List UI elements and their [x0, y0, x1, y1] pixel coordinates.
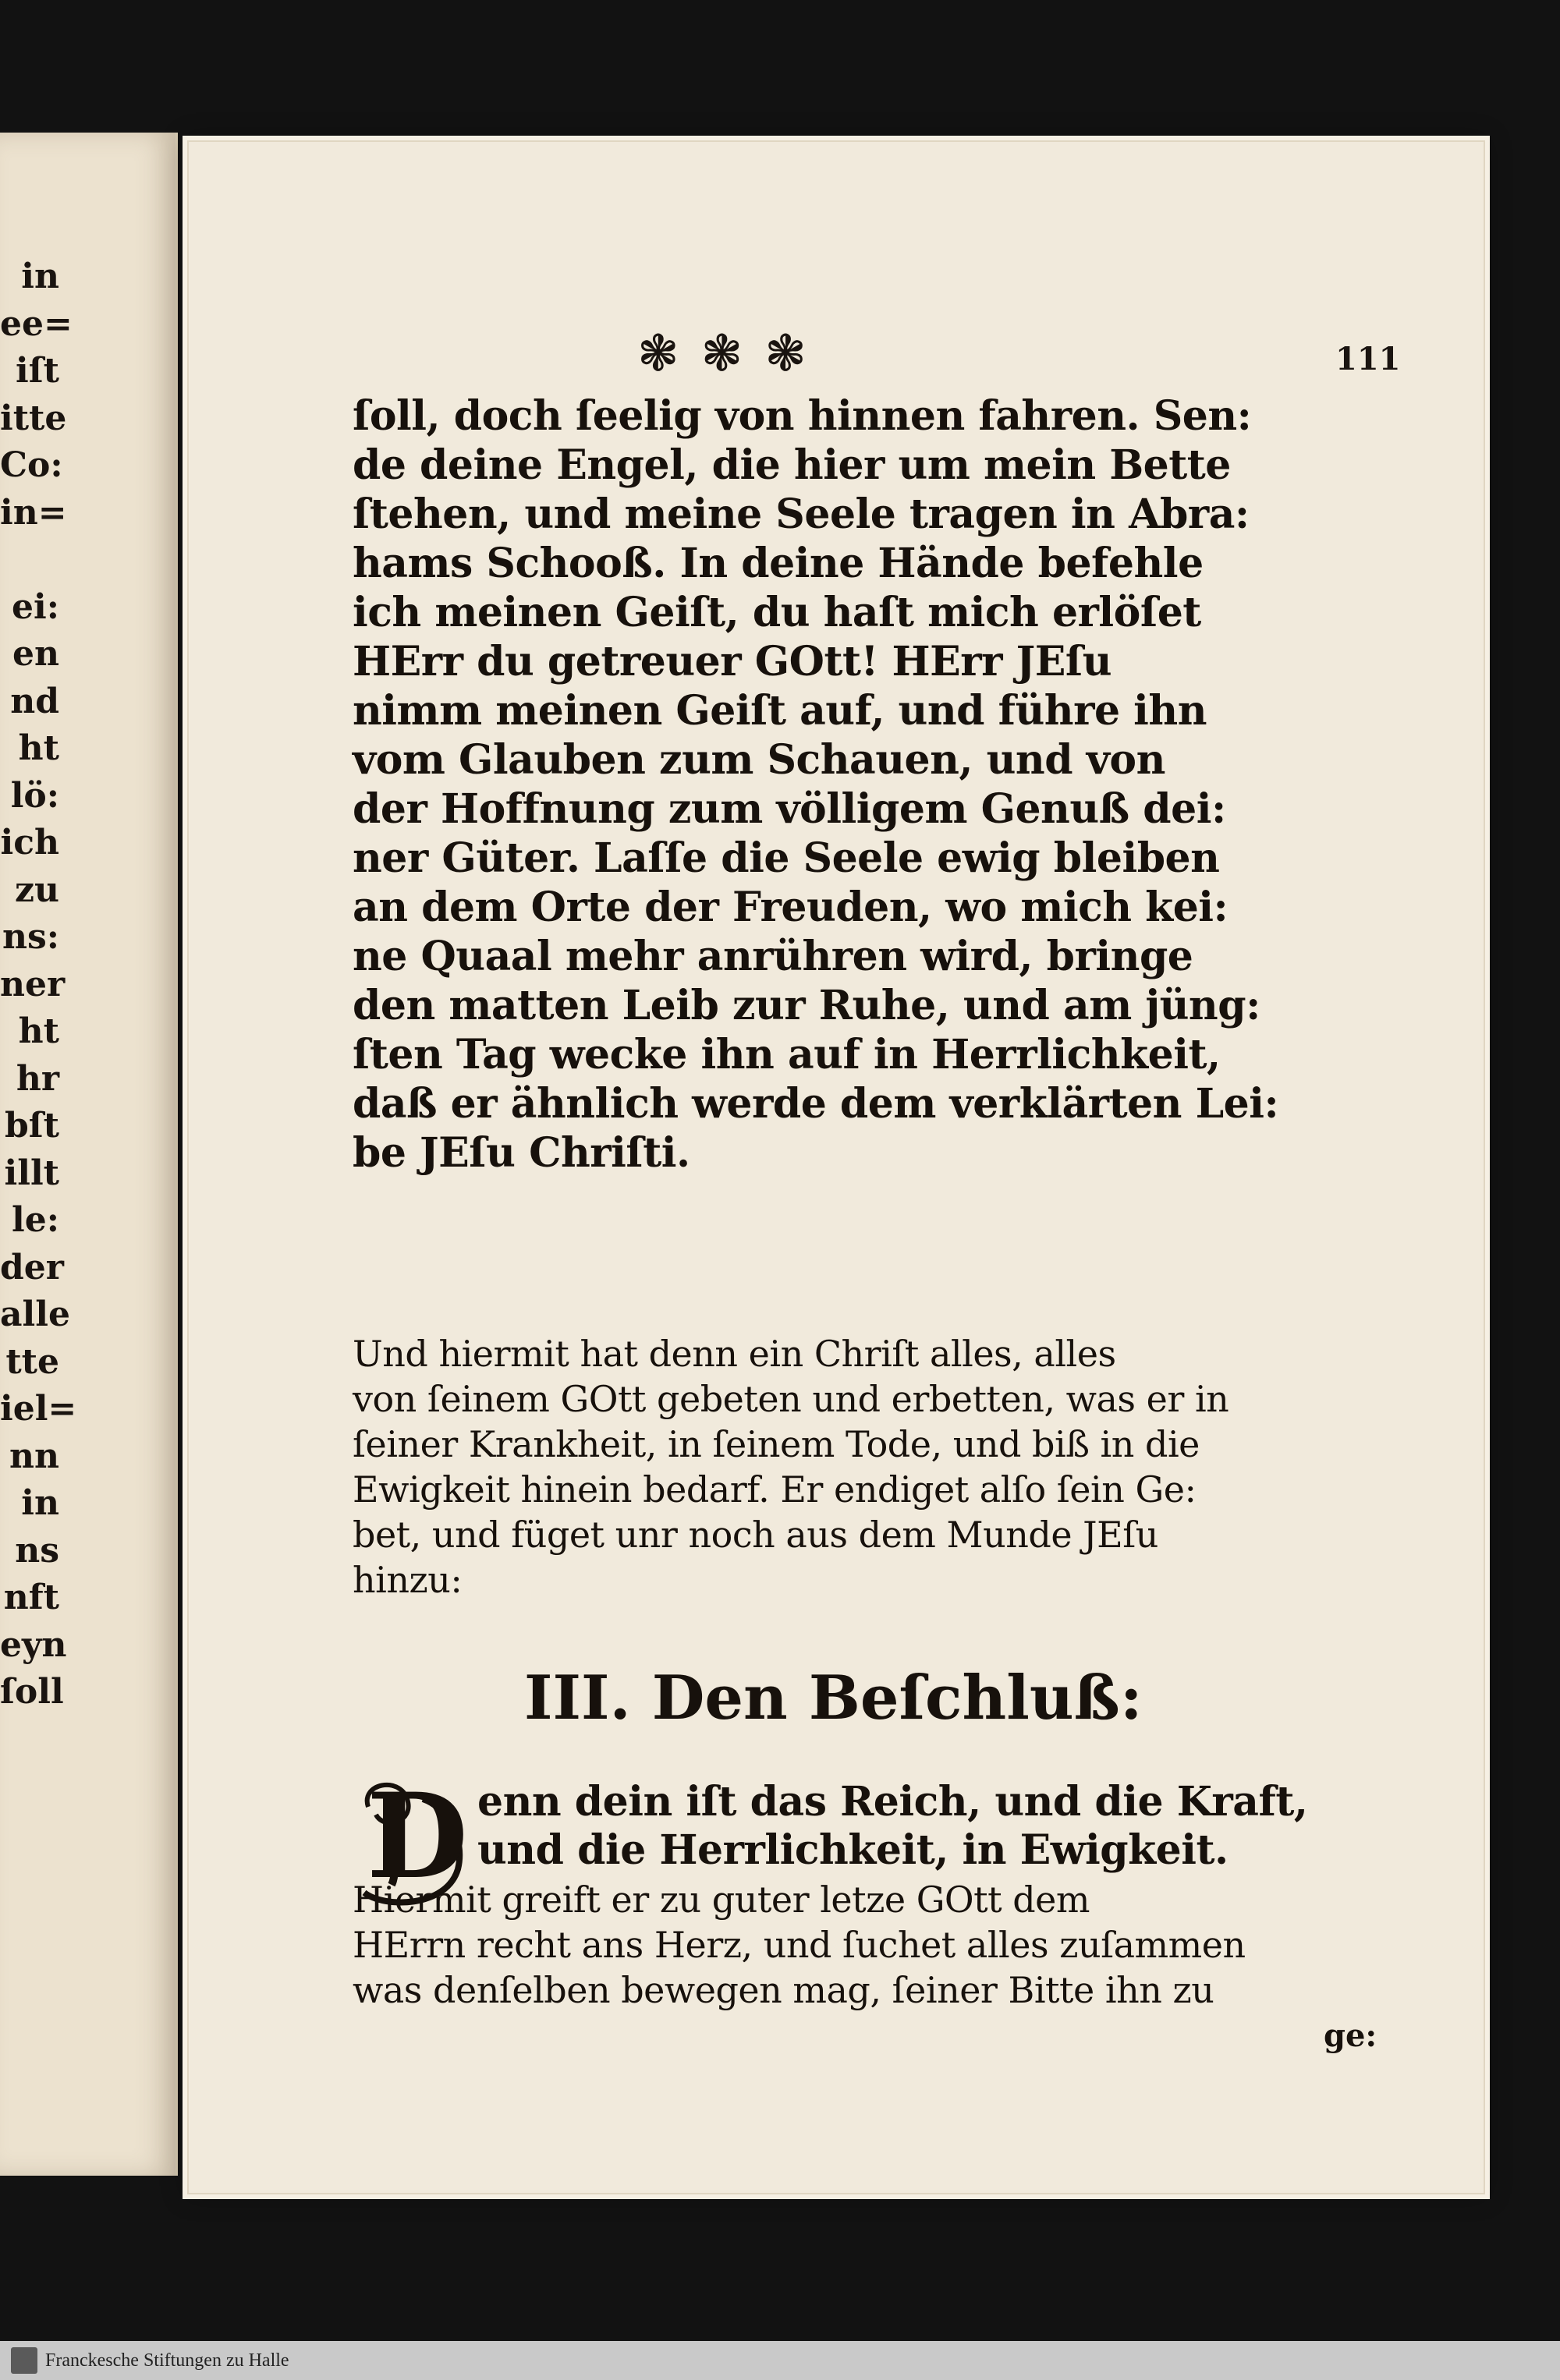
catchword: ge: [1324, 2017, 1377, 2054]
left-page-fragment: eyn [0, 1624, 67, 1665]
initial-letter: D [367, 1768, 469, 1905]
text-line: ſeiner Krankheit, in ſeinem Tode, und biß in die [353, 1423, 1200, 1465]
left-page-text-fragments [0, 133, 176, 2176]
page-number: 111 [1335, 341, 1401, 377]
paragraph-conclusion-opening [477, 1778, 1382, 1875]
left-page-fragment: ee= [0, 303, 73, 344]
text-line: ner Güter. Laſſe die Seele ewig bleiben [353, 834, 1220, 882]
text-line: enn dein iſt das Reich, und die Kraft, [477, 1778, 1308, 1826]
left-page-fragment: in [21, 257, 59, 296]
text-line: Und hiermit hat denn ein Chriſt alles, alles [353, 1333, 1116, 1375]
left-page-fragment: ſoll [0, 1672, 64, 1712]
text-line: daß er ähnlich werde dem verklärten Lei: [353, 1080, 1279, 1128]
text-line: hinzu: [353, 1559, 463, 1601]
text-line: be JEſu Chriſti. [353, 1129, 690, 1177]
left-page-fragment: bſt [4, 1106, 59, 1146]
text-line: ſoll, doch ſeelig von hinnen fahren. Sen: [353, 392, 1252, 440]
left-page-fragment: ner [0, 964, 66, 1004]
left-page-fragment: iſt [16, 351, 59, 391]
left-page-fragment: illt [4, 1153, 59, 1193]
text-line: nimm meinen Geiſt auf, und führe ihn [353, 687, 1207, 735]
paragraph-prayer [353, 391, 1382, 1178]
header-ornaments: ❃❃❃ [637, 325, 828, 383]
left-page-fragment: ht [18, 1011, 59, 1051]
left-page-fragment: itte [0, 398, 67, 438]
left-page-fragment: ht [18, 728, 59, 768]
left-page-fragment: in [21, 1483, 59, 1523]
text-line: ſten Tag wecke ihn auf in Herrlichkeit, [353, 1031, 1221, 1078]
text-line: de deine Engel, die hier um mein Bette [353, 441, 1231, 489]
text-line: vom Glauben zum Schauen, und von [353, 736, 1165, 784]
section-heading: III. Den Beſchluß: [524, 1663, 1143, 1734]
text-line: der Hoffnung zum völligem Genuß dei: [353, 785, 1226, 833]
footer-institution: Franckesche Stiftungen zu Halle [45, 2350, 289, 2371]
text-line: Hiermit greift er zu guter letze GOtt dem [353, 1879, 1090, 1921]
left-page [0, 133, 178, 2176]
text-line: ich meinen Geiſt, du haſt mich erlöſet [353, 589, 1201, 636]
left-page-fragment: le: [12, 1200, 59, 1240]
left-page-fragment: en [12, 634, 59, 674]
left-page-fragment: der [0, 1247, 64, 1287]
left-page-fragment: ns: [2, 917, 59, 957]
text-line: ſtehen, und meine Seele tragen in Abra: [353, 491, 1250, 538]
right-page [187, 140, 1485, 2194]
text-line: HErrn recht ans Herz, und ſuchet alles zuſammen [353, 1924, 1246, 1966]
text-line: den matten Leib zur Ruhe, und am jüng: [353, 982, 1260, 1029]
left-page-fragment: iel= [0, 1389, 77, 1429]
text-line: an dem Orte der Freuden, wo mich kei: [353, 884, 1228, 931]
left-page-fragment: ns [15, 1530, 59, 1571]
left-page-fragment: tte [5, 1341, 59, 1382]
footer-bar [0, 2341, 1560, 2380]
institution-logo-icon [11, 2347, 37, 2374]
text-line: was denſelben bewegen mag, ſeiner Bitte ihn zu [353, 1969, 1214, 2011]
text-line: Ewigkeit hinein bedarf. Er endiget alſo ſein Ge: [353, 1468, 1197, 1511]
left-page-fragment: ei: [12, 586, 59, 627]
text-line: und die Herrlichkeit, in Ewigkeit. [477, 1826, 1228, 1874]
left-page-fragment: nft [3, 1578, 59, 1617]
left-page-fragment: nd [10, 681, 59, 721]
left-page-fragment: nn [9, 1436, 59, 1476]
left-page-fragment: ich [0, 823, 59, 862]
paragraph-commentary [353, 1331, 1382, 1603]
left-page-fragment: lö: [10, 775, 59, 816]
text-line: von ſeinem GOtt gebeten und erbetten, was er in [353, 1378, 1229, 1420]
text-line: bet, und füget unr noch aus dem Munde JEſu [353, 1514, 1158, 1556]
text-line: hams Schooß. In deine Hände befehle [353, 540, 1204, 587]
left-page-fragment: zu [15, 869, 59, 910]
text-line: HErr du getreuer GOtt! HErr JEſu [353, 638, 1112, 685]
paragraph-conclusion [353, 1877, 1382, 2013]
left-page-fragment: hr [16, 1058, 59, 1099]
left-page-fragment: in= [0, 492, 67, 533]
text-line: ne Quaal mehr anrühren wird, bringe [353, 933, 1193, 980]
left-page-fragment: alle [0, 1294, 70, 1334]
left-page-fragment: Co: [0, 445, 63, 485]
